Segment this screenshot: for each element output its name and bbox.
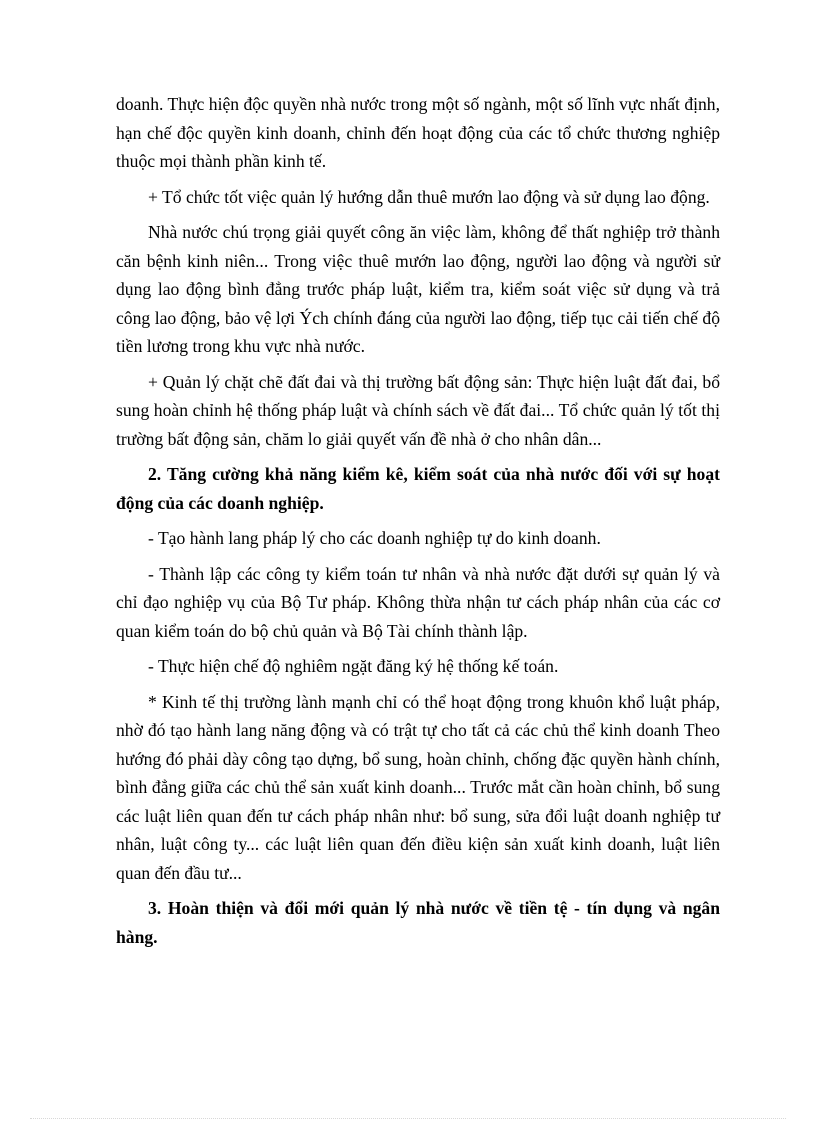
paragraph-employment: Nhà nước chú trọng giải quyết công ăn việc làm, không để thất nghiệp trở thành căn bệnh kinh niên... Trong việc thuê mướn lao động, người lao động và người sử dụng lao động bình đẳng trước pháp luật, kiểm tra, kiểm soát việc sử dụng và trả công lao động, bảo vệ lợi Ých chính đáng của người lao động, tiếp tục cải tiến chế độ tiền lương trong khu vực nhà nước. [116,222,720,356]
list-item-accounting-registration: - Thực hiện chế độ nghiêm ngặt đăng ký hệ thống kế toán. [148,656,559,676]
document-page [116,90,720,958]
paragraph-labor-management: + Tổ chức tốt việc quản lý hướng dẫn thuê mướn lao động và sử dụng lao động. [148,186,710,207]
list-item-audit-companies: - Thành lập các công ty kiểm toán tư nhân và nhà nước đặt dưới sự quản lý và chỉ đạo nghiệp vụ của Bộ Tư pháp. Không thừa nhận tư cách pháp nhân của các cơ quan kiểm toán do bộ chủ quản và Bộ Tài chính thành lập. [116,563,720,641]
page-footer-divider [30,1118,786,1119]
paragraph-land-management: + Quản lý chặt chẽ đất đai và thị trường bất động sản: Thực hiện luật đất đai, bổ sung hoàn chỉnh hệ thống pháp luật và chính sách về đất đai... Tổ chức quản lý tốt thị trường bất động sản, chăm lo giải quyết vấn đề nhà ở cho nhân dân... [116,371,720,449]
section-heading-3: 3. Hoàn thiện và đổi mới quản lý nhà nước về tiền tệ - tín dụng và ngân hàng. [116,898,720,947]
paragraph-market-economy: * Kinh tế thị trường lành mạnh chỉ có thể hoạt động trong khuôn khổ luật pháp, nhờ đó tạo hành lang năng động và có trật tự cho tất cả các chủ thể kinh doanh Theo hướng đó phải dày công tạo dựng, bổ sung, hoàn chỉnh, chống đặc quyền hành chính, bình đẳng giữa các chủ thể sản xuất kinh doanh... Trước mắt cần hoàn chỉnh, bổ sung các luật liên quan đến tư cách pháp nhân như: bổ sung, sửa đổi luật doanh nghiệp tư nhân, luật công ty... các luật liên quan đến điều kiện sản xuất kinh doanh, luật liên quan đến đầu tư... [116,691,720,883]
list-item-legal-corridor: - Tạo hành lang pháp lý cho các doanh nghiệp tự do kinh doanh. [148,528,601,548]
section-heading-2: 2. Tăng cường khả năng kiểm kê, kiểm soát của nhà nước đối với sự hoạt động của các doanh nghiệp. [116,464,720,513]
paragraph-continuation: doanh. Thực hiện độc quyền nhà nước trong một số ngành, một số lĩnh vực nhất định, hạn chế độc quyền kinh doanh, chỉnh đến hoạt động của các tổ chức thương nghiệp thuộc mọi thành phần kinh tế. [116,94,720,171]
